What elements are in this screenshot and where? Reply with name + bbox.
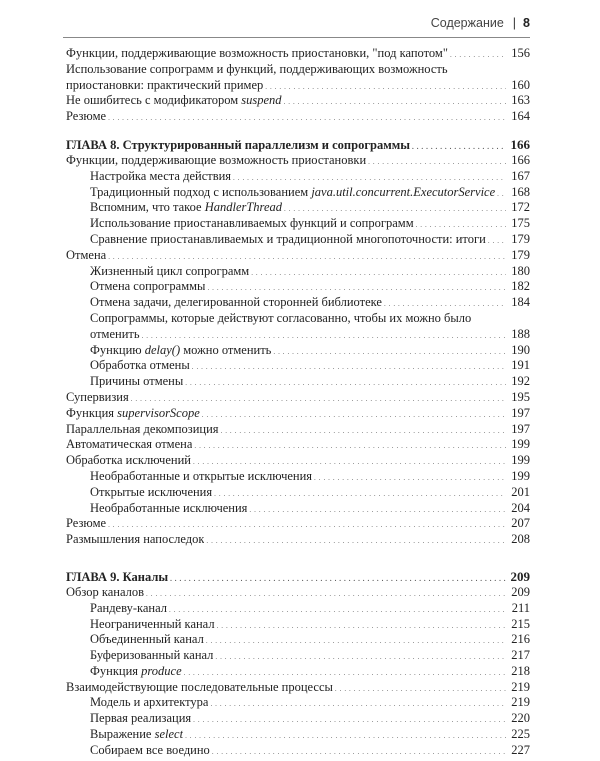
- toc-entry-title: [90, 169, 231, 185]
- toc-title-text: Функция: [90, 663, 142, 678]
- toc-title-text: Функцию: [90, 342, 145, 357]
- toc-entry: [66, 680, 530, 696]
- toc-entry-line: [66, 62, 530, 78]
- toc-page-number: 219: [511, 679, 530, 694]
- toc-entry-title: [90, 295, 382, 311]
- toc-entry-title: [66, 46, 448, 62]
- toc-entry-title: [90, 343, 271, 359]
- toc-title-text: ГЛАВА 9. Каналы: [66, 569, 169, 584]
- toc-page-number: 197: [511, 421, 530, 436]
- toc-page-number: 219: [511, 695, 530, 710]
- toc-entry-title: [90, 648, 213, 664]
- toc-entry-line: [66, 311, 530, 327]
- toc-entry: [66, 406, 530, 422]
- toc-entry-title: [90, 617, 215, 633]
- toc-entry-title: [66, 585, 144, 601]
- toc-page-number: 199: [511, 468, 530, 483]
- toc-entry-title: Использование сопрограмм и функций, поддерживающих возможность: [66, 61, 448, 76]
- toc-title-text: Резюме: [66, 109, 107, 124]
- toc-entry-title: [66, 248, 106, 264]
- toc-title-text: Размышления напоследок: [66, 532, 205, 547]
- toc-title-code: produce: [141, 663, 182, 678]
- toc-title-text: Функции, поддерживающие возможность приостановки: [66, 152, 367, 167]
- toc-page-number: 166: [510, 136, 530, 152]
- toc-page-number: 208: [511, 532, 530, 547]
- toc-entry: [66, 743, 530, 759]
- toc-entry: [66, 374, 530, 390]
- toc-entry-title: [90, 216, 414, 232]
- toc-entry: [66, 279, 530, 295]
- table-of-contents: [66, 46, 530, 759]
- toc-entry-title: [90, 374, 183, 390]
- toc-entry: [66, 153, 530, 169]
- toc-entry-title: [66, 390, 129, 406]
- toc-page-number: 160: [511, 77, 530, 92]
- toc-entry: [66, 232, 530, 248]
- toc-title-text: Обработка исключений: [66, 453, 191, 468]
- toc-entry-title: [66, 437, 192, 453]
- toc-entry: [66, 437, 530, 453]
- toc-title-text: Буферизованный канал: [90, 648, 214, 663]
- toc-entry: [66, 78, 530, 94]
- toc-title-text: Отмена сопрограммы: [90, 279, 206, 294]
- toc-entry: [66, 248, 530, 264]
- toc-entry: [66, 453, 530, 469]
- toc-title-code: select: [154, 727, 184, 742]
- toc-entry: [66, 216, 530, 232]
- toc-page-number: 215: [511, 616, 530, 631]
- toc-entry: [66, 501, 530, 517]
- toc-title-text: Жизненный цикл сопрограмм: [90, 263, 250, 278]
- toc-page-number: 207: [511, 516, 530, 531]
- toc-page-number: 180: [511, 263, 530, 278]
- toc-entry-title: [90, 711, 191, 727]
- toc-page-number: 197: [511, 405, 530, 420]
- section-title: Содержание: [430, 16, 504, 30]
- toc-title-text: Настройка места действия: [90, 168, 232, 183]
- toc-entry: [66, 327, 530, 343]
- toc-page-number: 211: [511, 600, 530, 615]
- toc-title-text: Использование приостанавливаемых функций и сопрограмм: [90, 216, 414, 231]
- toc-page-number: 209: [510, 568, 530, 584]
- running-header: [0, 16, 530, 30]
- toc-entry: [66, 485, 530, 501]
- toc-title-code: delay(): [144, 342, 181, 357]
- toc-entry-title: [66, 153, 366, 169]
- toc-title-text: Рандеву-канал: [90, 600, 168, 615]
- toc-page-number: 166: [511, 152, 530, 167]
- toc-entry: [66, 632, 530, 648]
- toc-title-text: Необработанные исключения: [90, 500, 248, 515]
- toc-page-number: 191: [511, 358, 530, 373]
- dot-leader: [206, 532, 506, 550]
- toc-entry-title: [90, 727, 183, 743]
- toc-entry: [66, 358, 530, 374]
- toc-entry-title: [66, 453, 191, 469]
- toc-title-text: Супервизия: [66, 389, 129, 404]
- toc-page-number: 195: [511, 389, 530, 404]
- toc-title-text: Традиционный подход с использованием: [90, 184, 312, 199]
- toc-page-number: 220: [511, 711, 530, 726]
- toc-title-text: Сравнение приостанавливаемых и традиционной многопоточности: итоги: [90, 231, 486, 246]
- toc-entry: [66, 46, 530, 62]
- header-separator: |: [512, 16, 517, 30]
- toc-page-number: 168: [511, 184, 530, 199]
- toc-entry: [66, 532, 530, 548]
- toc-title-text: Вспомним, что такое: [90, 200, 205, 215]
- toc-page-number: 192: [511, 374, 530, 389]
- toc-title-text: ГЛАВА 8. Структурированный параллелизм и сопрограммы: [66, 137, 411, 152]
- toc-title-text: Открытые исключения: [90, 484, 213, 499]
- toc-title-code: supervisorScope: [117, 405, 200, 420]
- toc-page-number: 188: [511, 326, 530, 341]
- toc-title-text: Взаимодействующие последовательные процессы: [66, 679, 333, 694]
- toc-entry-title: [90, 664, 182, 680]
- toc-entry-title: [66, 93, 282, 109]
- toc-entry-title: [90, 200, 282, 216]
- toc-title-text: Отмена задачи, делегированной сторонней библиотеке: [90, 295, 382, 310]
- toc-page-number: 164: [511, 109, 530, 124]
- toc-entry-title: [90, 279, 205, 295]
- dot-leader: [212, 743, 506, 761]
- toc-title-text: Выражение: [90, 727, 155, 742]
- toc-entry-title-cont: отменить: [90, 326, 140, 341]
- toc-page-number: 156: [511, 46, 530, 60]
- toc-entry: [66, 469, 530, 485]
- toc-page-number: 184: [511, 295, 530, 310]
- toc-title-text: Резюме: [66, 516, 107, 531]
- toc-page-number: 216: [511, 632, 530, 647]
- toc-entry-title: [66, 569, 168, 586]
- toc-entry-title: [90, 264, 249, 280]
- toc-page-number: 172: [511, 200, 530, 215]
- header-rule: [63, 37, 530, 38]
- toc-entry-title: [66, 516, 106, 532]
- toc-entry: [66, 648, 530, 664]
- toc-page-number: 225: [511, 727, 530, 742]
- toc-entry-title-cont: приостановки: практический пример: [66, 77, 264, 92]
- toc-entry: [66, 601, 530, 617]
- toc-entry-title: [90, 632, 204, 648]
- toc-entry-title: [66, 680, 333, 696]
- toc-title-text: Функция: [66, 405, 118, 420]
- toc-title-text: Параллельная декомпозиция: [66, 421, 219, 436]
- toc-page-number: 218: [511, 663, 530, 678]
- toc-entry-title: [90, 501, 247, 517]
- toc-page-number: 204: [511, 500, 530, 515]
- toc-entry: [66, 727, 530, 743]
- toc-chapter-9: [66, 568, 530, 759]
- toc-intro-section: [66, 46, 530, 125]
- toc-page-number: 199: [511, 453, 530, 468]
- toc-title-code: HandlerThread: [204, 200, 283, 215]
- toc-page-number: 209: [511, 584, 530, 599]
- toc-entry-title: [90, 743, 210, 759]
- toc-entry: [66, 295, 530, 311]
- toc-entry: [66, 264, 530, 280]
- toc-chapter-8: [66, 136, 530, 548]
- toc-title-text: Причины отмены: [90, 374, 184, 389]
- toc-title-text: Обработка отмены: [90, 358, 190, 373]
- toc-title-text: Первая реализация: [90, 711, 192, 726]
- toc-page-number: 179: [511, 231, 530, 246]
- toc-page-number: 182: [511, 279, 530, 294]
- toc-entry-title: [90, 185, 495, 201]
- toc-entry: [66, 93, 530, 109]
- toc-entry-title: [66, 109, 106, 125]
- toc-entry: [66, 185, 530, 201]
- toc-title-text: Модель и архитектура: [90, 695, 209, 710]
- toc-entry: [66, 585, 530, 601]
- toc-page-number: 199: [511, 437, 530, 452]
- toc-entry: [66, 695, 530, 711]
- toc-title-code: suspend: [241, 93, 282, 108]
- chapter-heading: [66, 568, 530, 585]
- toc-entry-title: Сопрограммы, которые действуют согласованно, чтобы их можно было: [90, 310, 472, 325]
- toc-entry-title: [90, 358, 190, 374]
- toc-entry: [66, 390, 530, 406]
- toc-title-text: Отмена: [66, 247, 107, 262]
- toc-entry: [66, 343, 530, 359]
- toc-entry-title: [90, 469, 312, 485]
- toc-page-number: 227: [511, 742, 530, 757]
- toc-entry: [66, 200, 530, 216]
- toc-entry: [66, 617, 530, 633]
- toc-title-text: Объединенный канал: [90, 632, 204, 647]
- page-number: 8: [523, 16, 530, 30]
- toc-entry-title: [66, 406, 200, 422]
- toc-entry-title: [90, 695, 208, 711]
- toc-entry-title: [66, 422, 219, 438]
- toc-entry: [66, 664, 530, 680]
- toc-entry: [66, 169, 530, 185]
- toc-entry: [66, 109, 530, 125]
- dot-leader: [108, 109, 506, 127]
- toc-title-code: java.util.concurrent.ExecutorService: [311, 184, 496, 199]
- toc-page-number: 217: [511, 648, 530, 663]
- toc-entry-title: [66, 532, 204, 548]
- toc-entry-title: [66, 137, 410, 154]
- toc-page-number: 179: [511, 247, 530, 262]
- toc-page-number: 163: [511, 93, 530, 108]
- toc-title-text: Не ошибитесь с модификатором: [66, 93, 242, 108]
- toc-entry: [66, 516, 530, 532]
- toc-page-number: 201: [511, 484, 530, 499]
- toc-title-text: Автоматическая отмена: [66, 437, 193, 452]
- toc-title-text: Собираем все воедино: [90, 742, 210, 757]
- chapter-heading: [66, 136, 530, 153]
- toc-page-number: 167: [511, 168, 530, 183]
- toc-title-text: Обзор каналов: [66, 584, 145, 599]
- toc-title-text: Функции, поддерживающие возможность приостановки, "под капотом": [66, 46, 448, 60]
- toc-page-number: 190: [511, 342, 530, 357]
- toc-entry: [66, 422, 530, 438]
- toc-title-tail: можно отменить: [180, 342, 272, 357]
- toc-entry: [66, 711, 530, 727]
- toc-title-text: Необработанные и открытые исключения: [90, 468, 313, 483]
- toc-entry-title: [90, 232, 486, 248]
- toc-title-text: Неограниченный канал: [90, 616, 215, 631]
- toc-entry-title: [90, 601, 167, 617]
- toc-entry-title: [90, 485, 212, 501]
- toc-page-number: 175: [511, 216, 530, 231]
